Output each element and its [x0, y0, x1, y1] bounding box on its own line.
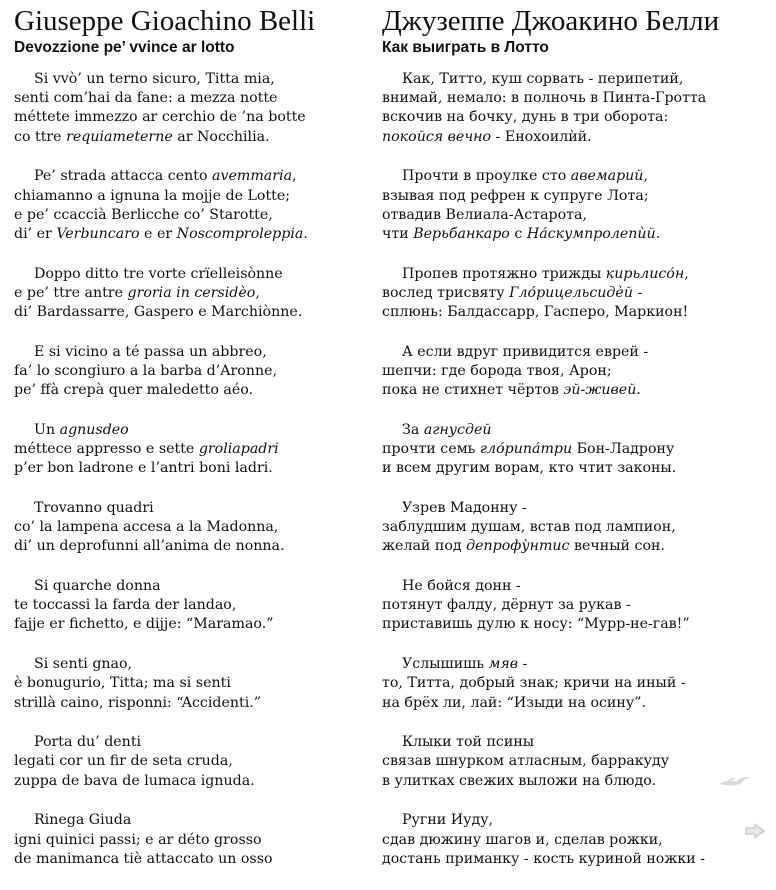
poem-line [382, 752, 762, 771]
poem-line [382, 499, 762, 518]
stanza [382, 655, 762, 713]
italic-text: эй-живей [563, 382, 637, 399]
poem-line [14, 128, 364, 147]
line-text: , [292, 168, 297, 185]
poem-line [382, 733, 762, 752]
italic-text: groliapadri [198, 441, 279, 458]
italic-text: Верьбанкаро [413, 225, 510, 242]
line-text: e pe’ ttre antre [14, 284, 128, 301]
poem-line [14, 284, 364, 303]
poem-line [14, 518, 364, 537]
italic-text: Noscomproleppia [176, 225, 304, 242]
line-text: fajje er fichetto, e dijje: “Maramao.” [14, 616, 274, 633]
line-text: senti com’hai da fane: a mezza notte [14, 90, 278, 107]
poem-line [14, 265, 364, 284]
italic-text: agnusdeo [59, 421, 129, 438]
line-text: потянут фалду, дёрнут за рукав - [382, 597, 631, 614]
poem-line [382, 187, 762, 206]
line-text: Бон-Ладрону [572, 441, 675, 458]
poem-title-italian: Devozzione pe’ vvince ar lotto [14, 39, 235, 56]
line-text: . [655, 225, 661, 242]
poem-line [14, 615, 364, 634]
stanza [14, 70, 364, 147]
poem-line [382, 362, 762, 381]
italic-text: avemmaria [212, 168, 293, 185]
line-text: Как, Титто, куш сорвать - перипетий, [402, 71, 684, 87]
stanza [382, 265, 762, 323]
poem-line [382, 343, 762, 362]
poem-line [14, 381, 364, 400]
line-text: с [509, 225, 527, 242]
line-text: приставишь дулю к носу: “Мурр-не-гав!” [382, 616, 690, 633]
poem-line [382, 440, 762, 459]
poem-line [382, 537, 762, 556]
line-text: Si senti gnao, [34, 656, 133, 673]
line-text: di’ un deprofunni all’anima de nonna. [14, 538, 285, 555]
line-text: , [643, 168, 648, 185]
poem-line [14, 206, 364, 225]
line-text: - [518, 656, 528, 673]
poem-line [382, 694, 762, 713]
line-text: méttece appresso e sette [14, 441, 199, 458]
stanza [382, 811, 762, 869]
poem-line [14, 225, 364, 244]
line-text: - [632, 284, 643, 301]
line-text: de manimanca tiè attaccato un osso [14, 850, 273, 867]
line-text: то, Титта, добрый знак; кричи на иный - [382, 675, 686, 692]
next-page-arrow-icon[interactable] [744, 822, 766, 840]
italic-text: Verbuncaro [56, 225, 140, 242]
italic-text: мяв [488, 656, 518, 673]
stanza [14, 167, 364, 244]
line-text: igni quinici passi; e ar déto grosso [14, 831, 262, 848]
poem-line [14, 674, 364, 693]
italic-text: депрофу̀нтис [466, 538, 570, 555]
line-text: e er [139, 225, 177, 242]
line-text: отвадив Велиала-Астарота, [382, 206, 587, 223]
italic-text: Гло́рицельсидѐй [509, 284, 633, 301]
italic-text: покойся вечно [382, 128, 492, 145]
stanza [14, 577, 364, 635]
poem-line [14, 694, 364, 713]
line-text: è bonugurio, Titta; ma si senti [14, 675, 231, 692]
stanza [14, 499, 364, 557]
italic-text: гло́рипа́три [479, 441, 573, 458]
line-text: Un [34, 421, 60, 438]
line-text: p’er bon ladrone e l’antri boni ladri. [14, 460, 273, 477]
line-text: Porta du’ denti [34, 734, 142, 751]
stanza [14, 811, 364, 869]
poem-line [382, 596, 762, 615]
line-text: Si vvò’ un terno sicuro, Titta mia, [34, 71, 275, 87]
poem-line [382, 167, 762, 186]
line-text: fa’ lo scongiuro a la barba d’Aronne, [14, 362, 278, 379]
poem-line [382, 615, 762, 634]
line-text: внимай, немало: в полночь в Пинта-Гротта [382, 90, 707, 107]
line-text: ar Nocchilia. [172, 128, 270, 145]
poem-line [382, 459, 762, 478]
line-text: - Енохоилѝй. [491, 128, 592, 145]
poem-line [382, 381, 762, 400]
poem-line [14, 362, 364, 381]
line-text: заблудшим душам, встав под лампион, [382, 519, 676, 536]
line-text: вскочив на бочку, дунь в три оборота: [382, 109, 669, 126]
poem-line [14, 537, 364, 556]
line-text: , [684, 265, 689, 282]
stanza [14, 343, 364, 401]
poem-line [14, 89, 364, 108]
poem-line [382, 284, 762, 303]
italic-text: авемарий [570, 168, 644, 185]
poem-line [382, 128, 762, 147]
poem-line [382, 89, 762, 108]
line-text: . [636, 382, 641, 399]
poem-line [14, 831, 364, 850]
poem-line [382, 811, 762, 830]
poem-line [14, 577, 364, 596]
stanza [14, 733, 364, 791]
line-text: Trovanno quadri [34, 499, 154, 516]
stanza [14, 421, 364, 479]
line-text: pe’ ffà crepà quer maledetto aéo. [14, 382, 254, 399]
poem-line [14, 733, 364, 752]
poem-line [382, 225, 762, 244]
line-text: шепчи: где борода твоя, Арон; [382, 362, 612, 379]
poem-line [14, 440, 364, 459]
line-text: сдав дюжину шагов и, сделав рожки, [382, 831, 663, 848]
poem-line [14, 752, 364, 771]
stanza [382, 421, 762, 479]
poem-body-italian [14, 70, 364, 869]
line-text: вослед трисвяту [382, 284, 510, 301]
poem-title-russian: Как выиграть в Лотто [382, 39, 549, 56]
italic-text: кирьлисо́н [605, 265, 685, 282]
poem-line [382, 108, 762, 127]
poem-line [14, 70, 364, 89]
line-text: Rinega Giuda [34, 812, 132, 829]
line-text: . [303, 225, 308, 242]
line-text: сплюнь: Балдассарр, Гасперо, Маркион! [382, 304, 689, 321]
line-text: связав шнурком атласным, барракуду [382, 753, 670, 770]
poem-line [14, 499, 364, 518]
poet-name-italian: Giuseppe Gioachino Belli [14, 5, 316, 37]
line-text: zuppa de bava de lumaca ignuda. [14, 772, 255, 789]
line-text: E si vicino a té passa un abbreo, [34, 343, 267, 360]
bird-ornament-icon [718, 770, 752, 788]
poem-line [14, 421, 364, 440]
line-text: Прочти в проулке сто [402, 168, 571, 185]
poem-line [382, 577, 762, 596]
poem-line [382, 674, 762, 693]
line-text: legati cor un fir de seta cruda, [14, 753, 233, 770]
line-text: Клыки той псины [402, 734, 535, 751]
poem-line [14, 187, 364, 206]
line-text: За [402, 421, 424, 438]
line-text: и всем другим ворам, кто чтит законы. [382, 460, 677, 477]
stanza [14, 655, 364, 713]
line-text: Не бойся донн - [402, 578, 521, 595]
line-text: Doppo ditto tre vorte crïelleisònne [34, 265, 283, 282]
line-text: чти [382, 225, 414, 242]
poem-line [382, 518, 762, 537]
line-text: Узрев Мадонну - [402, 499, 527, 516]
line-text: Si quarche donna [34, 578, 161, 595]
poem-line [382, 831, 762, 850]
stanza [382, 167, 762, 244]
line-text: di’ er [14, 225, 57, 242]
poem-line [14, 596, 364, 615]
line-text: , [255, 284, 260, 301]
poem-line [382, 772, 762, 791]
poem-line [382, 655, 762, 674]
poem-line [382, 265, 762, 284]
line-text: прочти семь [382, 441, 480, 458]
line-text: на брёх ли, лай: “Изыди на осину”. [382, 694, 646, 711]
poem-line [14, 303, 364, 322]
line-text: Пропев протяжно трижды [402, 265, 606, 282]
line-text: Ругни Иуду, [402, 812, 494, 829]
line-text: желай под [382, 538, 467, 555]
italian-column [14, 4, 364, 890]
line-text: te toccassi la farda der landao, [14, 597, 237, 614]
line-text: А если вдруг привидится еврей - [402, 343, 649, 360]
line-text: strillà caino, risponni: “Accidenti.” [14, 694, 262, 711]
poem-line [14, 772, 364, 791]
line-text: e pe’ ccaccià Berlicche co’ Starotte, [14, 206, 273, 223]
poem-line [14, 655, 364, 674]
line-text: в улитках свежих выложи на блюдо. [382, 772, 657, 789]
line-text: Услышишь [402, 656, 489, 673]
line-text: Pe’ strada attacca cento [34, 168, 213, 185]
italic-text: groria in cersidèo [127, 284, 256, 301]
poem-body-russian [382, 70, 762, 869]
poem-line [382, 206, 762, 225]
poem-line [14, 811, 364, 830]
russian-column [382, 4, 762, 890]
stanza [382, 343, 762, 401]
line-text: взывая под рефрен к супруге Лота; [382, 187, 649, 204]
line-text: méttete immezzo ar cerchio de ’na botte [14, 109, 306, 126]
line-text: co ttre [14, 128, 67, 145]
line-text: co’ la lampena accesa a la Madonna, [14, 519, 279, 536]
stanza [382, 70, 762, 147]
poem-line [14, 108, 364, 127]
poem-line [382, 70, 762, 89]
line-text: пока не стихнет чёртов [382, 382, 564, 399]
stanza [382, 499, 762, 557]
poem-line [14, 343, 364, 362]
italic-text: агнусдей [423, 421, 492, 438]
poem-line [14, 459, 364, 478]
stanza [14, 265, 364, 323]
stanza [382, 577, 762, 635]
italic-text: requiameterne [66, 128, 173, 145]
poem-line [382, 303, 762, 322]
poem-line [382, 421, 762, 440]
poet-name-russian: Джузеппе Джоакино Белли [382, 5, 720, 37]
poem-line [14, 167, 364, 186]
line-text: вечный сон. [569, 538, 665, 555]
line-text: достань приманку - кость куриной ножки - [382, 850, 706, 867]
italic-text: На́скумпролепѝй [526, 225, 656, 242]
line-text: di’ Bardassarre, Gaspero e Marchiònne. [14, 304, 303, 321]
line-text: chiamanno a ignuna la mojje de Lotte; [14, 187, 291, 204]
stanza [382, 733, 762, 791]
